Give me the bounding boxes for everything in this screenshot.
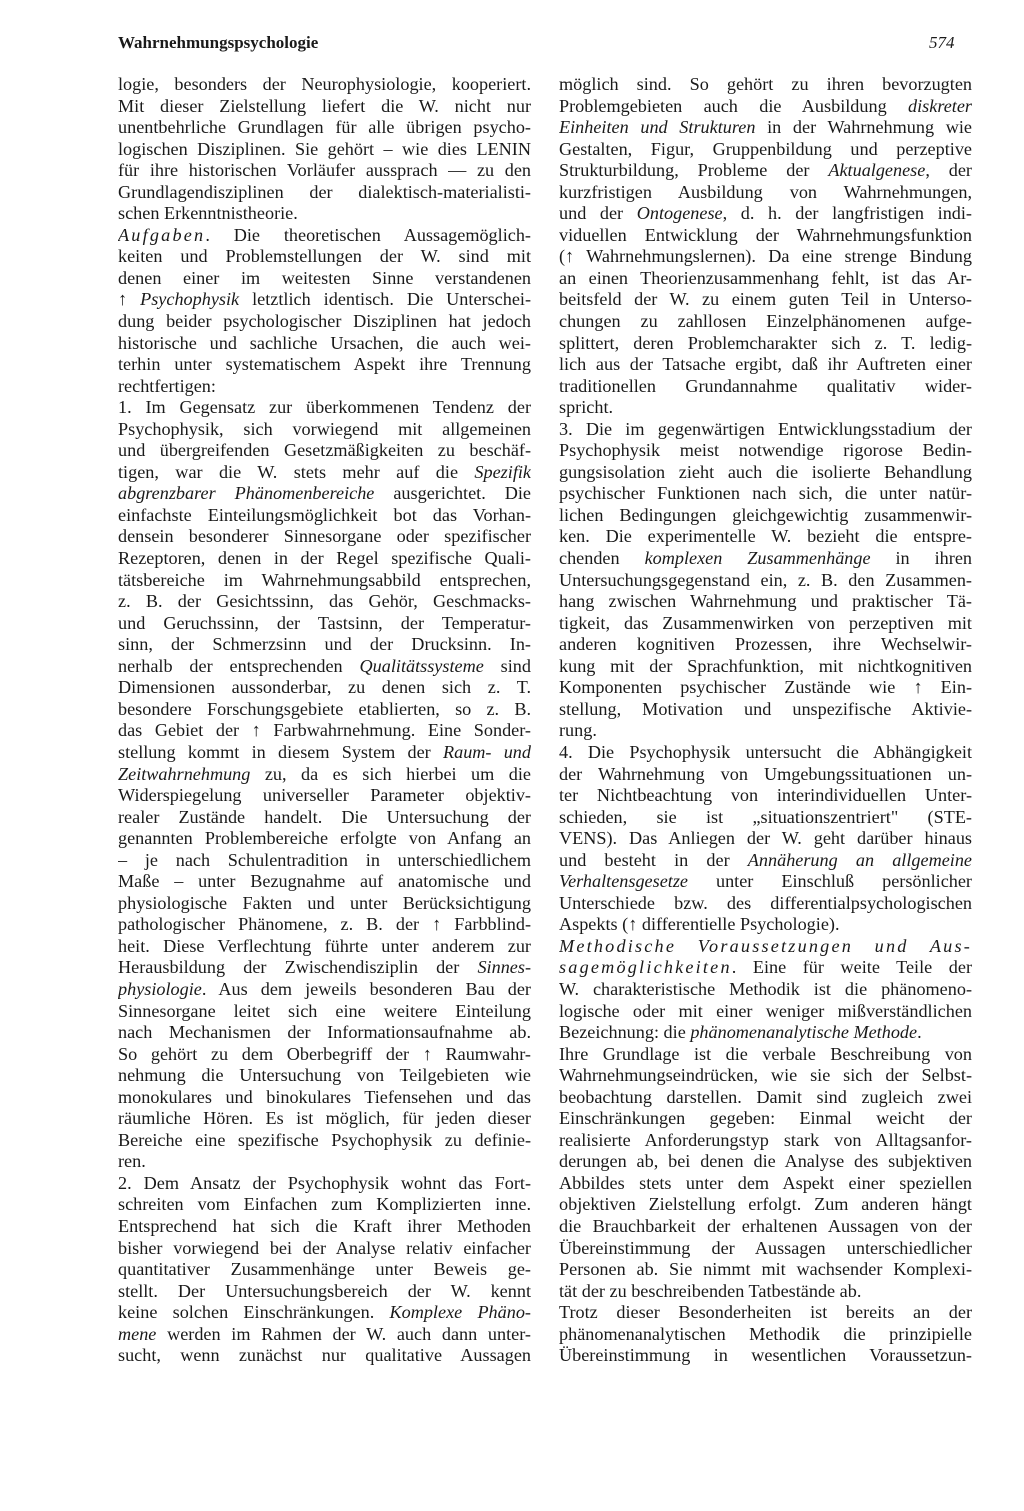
text-line (118, 333, 531, 355)
text-segment: beobachtung darstellen. Damit sind zugleich zwei (559, 1086, 972, 1107)
text-line (118, 96, 531, 118)
text-line (559, 376, 972, 398)
text-segment: So gehört zu dem Oberbegriff der ↑ Raumwahr- (118, 1043, 531, 1064)
emphasized-text: komplexen Zusammenhänge (644, 548, 871, 569)
text-segment: (↑ Wahrnehmungslernen). Da eine strenge Bindung (559, 246, 972, 267)
text-line (559, 591, 972, 613)
text-line (118, 1281, 531, 1303)
text-line (559, 246, 972, 268)
text-segment: psychischer Funktionen nach sich, die unter natür- (559, 483, 972, 504)
text-segment: schieden, sie ist „situationszentriert" (STE- (559, 806, 972, 827)
text-segment: ↑ (118, 289, 141, 310)
text-segment: Grundlagendisziplinen der dialektisch-materialisti- (118, 181, 531, 202)
running-header-title: Wahrnehmungspsychologie (118, 33, 319, 52)
text-line (559, 720, 972, 742)
text-segment: Maße – unter Bezugnahme auf anatomische und (118, 871, 531, 892)
text-segment: Unterschiede bzw. des differentialpsychologischen (559, 892, 972, 913)
text-segment: stellung kommt in diesem System der (118, 741, 443, 762)
text-segment: bisher vorwiegend bei der Analyse relativ einfacher (118, 1237, 531, 1258)
text-line (118, 1087, 531, 1109)
text-segment: z. B. der Gesichtssinn, das Gehör, Geschmacks- (118, 591, 531, 612)
text-line (118, 871, 531, 893)
text-line (559, 1173, 972, 1195)
text-segment: denen einer im weitesten Sinne verstandenen (118, 267, 531, 288)
text-line (559, 1281, 972, 1303)
text-segment: unentbehrliche Grundlagen für alle übrigen psycho- (118, 117, 531, 138)
text-line (118, 764, 531, 786)
emphasized-text: abgrenzbarer Phänomenbereiche (118, 483, 375, 504)
text-segment: 4. Die Psychophysik untersucht die Abhängigkeit (559, 741, 972, 762)
text-line (559, 979, 972, 1001)
text-line (118, 570, 531, 592)
text-segment: rung. (559, 720, 597, 741)
text-segment: in der Wahrnehmung wie (755, 117, 972, 138)
text-line (559, 807, 972, 829)
text-line (118, 117, 531, 139)
text-segment: logische oder mit einer weniger mißverständlichen (559, 1000, 972, 1021)
text-segment: Problemgebieten auch die Ausbildung (559, 95, 909, 116)
text-segment: der Wahrnehmung von Umgebungssituationen un- (559, 763, 972, 784)
text-segment: zu, da es sich hierbei um die (250, 763, 531, 784)
text-segment: phänomenanalytischen Methodik die prinzipielle (559, 1323, 972, 1344)
text-segment: nach Mechanismen der Informationsaufnahme ab. (118, 1022, 531, 1043)
text-segment: 1. Im Gegensatz zur überkommenen Tendenz der (118, 397, 531, 418)
text-segment: tät der zu beschreibenden Tatbestände ab. (559, 1280, 862, 1301)
text-line (118, 526, 531, 548)
emphasized-text: mene (118, 1323, 157, 1344)
text-line (559, 1065, 972, 1087)
text-segment: Einschränkungen gegeben: Einmal weicht der (559, 1108, 972, 1129)
emphasized-text: Komplexe Phäno- (389, 1302, 531, 1323)
text-line (118, 483, 531, 505)
text-line (118, 225, 531, 247)
text-segment: Übereinstimmung in wesentlichen Voraussetzun- (559, 1345, 972, 1366)
text-segment: physiologische Fakten und unter Berücksichtigung (118, 892, 531, 913)
text-line (118, 591, 531, 613)
text-segment: schreiten vom Einfachen zum Komplizierten inne. (118, 1194, 531, 1215)
emphasized-text: Ontogenese (636, 203, 723, 224)
text-segment: Dimensionen aussonderbar, zu denen sich z. T. (118, 677, 531, 698)
text-segment: ter Nichtbeachtung von interindividuellen Unter- (559, 785, 972, 806)
text-line (118, 182, 531, 204)
text-line (559, 397, 972, 419)
text-segment: traditionellen Grundannahme qualitativ wider- (559, 375, 972, 396)
emphasized-text: Verhaltensgesetze (559, 871, 688, 892)
text-segment: einfachste Einteilungsmöglichkeit bot das Vorhan- (118, 504, 531, 525)
emphasized-text: sagemöglichkeiten (559, 957, 732, 978)
text-segment: räumliche Hören. Es ist möglich, für jeden dieser (118, 1108, 531, 1129)
text-segment: die Brauchbarkeit der erhaltenen Aussagen von der (559, 1215, 972, 1236)
text-segment: heit. Diese Verflechtung führte unter anderem zur (118, 935, 531, 956)
text-line (118, 289, 531, 311)
text-line (118, 850, 531, 872)
text-segment: Rezeptoren, denen in der Regel spezifische Quali- (118, 548, 531, 569)
emphasized-text: Sinnes- (477, 957, 531, 978)
text-line (118, 1345, 531, 1367)
text-line (559, 268, 972, 290)
text-line (559, 1238, 972, 1260)
text-line (559, 850, 972, 872)
right-text-column (559, 74, 972, 1367)
text-line (118, 1194, 531, 1216)
text-line (559, 785, 972, 807)
text-line (559, 936, 972, 958)
text-line (559, 203, 972, 225)
text-segment: gungsisolation zieht auch die isolierte Behandlung (559, 461, 972, 482)
text-segment: tigkeit, das Zusammenwirken von perzeptiven mit (559, 612, 972, 633)
text-line (118, 1044, 531, 1066)
text-line (118, 1173, 531, 1195)
text-line (118, 311, 531, 333)
text-segment: lichen Bedingungen gleichgewichtig zusammenwir- (559, 504, 972, 525)
text-line (559, 914, 972, 936)
text-segment: Widerspiegelung universeller Parameter objektiv- (118, 785, 531, 806)
page-number: 574 (929, 33, 955, 52)
text-line (118, 505, 531, 527)
text-segment: sinn, der Schmerzsinn und der Drucksinn. In- (118, 634, 531, 655)
text-segment: monokulares und binokulares Tiefensehen und das (118, 1086, 531, 1107)
text-segment: unter Einschluß persönlicher (687, 871, 972, 892)
text-segment: in ihren (870, 548, 972, 569)
text-line (559, 871, 972, 893)
text-line (559, 570, 972, 592)
text-segment: densein besonderer Sinnesorgane oder spezifischer (118, 526, 531, 547)
text-line (559, 289, 972, 311)
text-line (559, 1108, 972, 1130)
text-line (118, 807, 531, 829)
text-line (118, 957, 531, 979)
text-line (559, 893, 972, 915)
text-segment: splittert, deren Problemcharakter sich z. T. ledig- (559, 332, 972, 353)
text-segment: realer Zustände handelt. Die Untersuchung der (118, 806, 531, 827)
text-line (118, 742, 531, 764)
text-segment: chenden (559, 548, 645, 569)
text-segment: logischen Disziplinen. Sie gehört – wie dies LENIN (118, 138, 531, 159)
text-line (559, 828, 972, 850)
text-line (559, 333, 972, 355)
text-segment: viduellen Entwicklung der Wahrnehmungsfunktion (559, 224, 972, 245)
text-line (118, 462, 531, 484)
text-line (559, 182, 972, 204)
text-segment: pathologischer Phänomene, z. B. der ↑ Farbblind- (118, 914, 531, 935)
text-segment: Übereinstimmung der Aussagen unterschiedlicher (559, 1237, 972, 1258)
text-segment: realisierte Anforderungstyp stark von Alltagsanfor- (559, 1129, 972, 1150)
text-segment: sucht, wenn zunächst nur qualitative Aussagen (118, 1345, 531, 1366)
text-segment: sind (483, 655, 531, 676)
left-text-column (118, 74, 531, 1367)
text-line (118, 1259, 531, 1281)
text-line (559, 419, 972, 441)
text-line (118, 656, 531, 678)
text-segment: werden im Rahmen der W. auch dann unter- (156, 1323, 531, 1344)
text-segment: Entsprechend hat sich die Kraft ihrer Methoden (118, 1215, 531, 1236)
emphasized-text: Psychophysik (140, 289, 240, 310)
text-line (559, 1302, 972, 1324)
text-segment: objektiven Zielstellung erfolgt. Zum anderen hängt (559, 1194, 972, 1215)
text-line (118, 1065, 531, 1087)
text-segment: schen Erkenntnistheorie. (118, 203, 298, 224)
text-segment: dung beider psychologischer Disziplinen hat jedoch (118, 311, 531, 332)
text-segment: und Geruchssinn, der Tastsinn, der Temperatur- (118, 612, 531, 633)
text-segment: Bezeichnung: die (559, 1022, 691, 1043)
text-line (118, 1001, 531, 1023)
text-segment: Personen ab. Sie nimmt mit wachsender Komplexi- (559, 1259, 972, 1280)
text-segment: anderen kognitiven Prozessen, ihre Wechselwir- (559, 634, 972, 655)
text-line (118, 979, 531, 1001)
text-segment: Ihre Grundlage ist die verbale Beschreibung von (559, 1043, 972, 1064)
text-line (559, 1001, 972, 1023)
text-line (118, 634, 531, 656)
text-line (118, 828, 531, 850)
text-segment: Wahrnehmungseindrücken, wie sie sich der Selbst- (559, 1065, 972, 1086)
text-segment: chungen zu zahllosen Einzelphänomenen aufge- (559, 311, 972, 332)
text-segment: 2. Dem Ansatz der Psychophysik wohnt das Fort- (118, 1172, 531, 1193)
text-line (559, 1324, 972, 1346)
text-line (559, 225, 972, 247)
text-line (559, 117, 972, 139)
text-segment: hang zwischen Wahrnehmung und praktischer Tä- (559, 591, 972, 612)
text-line (118, 785, 531, 807)
text-segment: . Die theoretischen Aussagemöglich- (205, 224, 531, 245)
text-segment: keiten und Problemstellungen der W. sind mit (118, 246, 531, 267)
text-line (118, 548, 531, 570)
text-line (118, 440, 531, 462)
text-segment: Strukturbildung, Probleme der (559, 160, 829, 181)
text-line (559, 1259, 972, 1281)
text-segment: an einen Theorienzusammenhang fehlt, ist das Ar- (559, 267, 972, 288)
text-segment: ken. Die experimentelle W. bezieht die entspre- (559, 526, 972, 547)
text-line (118, 74, 531, 96)
text-line (118, 160, 531, 182)
text-segment: letztlich identisch. Die Unterschei- (239, 289, 531, 310)
text-line (118, 1130, 531, 1152)
text-segment: möglich sind. So gehört zu ihren bevorzugten (559, 74, 972, 94)
emphasized-text: Zeitwahrnehmung (118, 763, 251, 784)
text-line (559, 1216, 972, 1238)
emphasized-text: Spezifik (474, 461, 531, 482)
text-segment: , der (925, 160, 972, 181)
text-line (559, 1087, 972, 1109)
emphasized-text: Methodische Voraussetzungen und Aus- (559, 935, 972, 956)
text-segment: spricht. (559, 397, 614, 418)
text-segment: VENS). Das Anliegen der W. geht darüber hinaus (559, 828, 972, 849)
text-segment: stellt. Der Untersuchungsbereich der W. kennt (118, 1280, 531, 1301)
text-line (559, 677, 972, 699)
emphasized-text: phänomenanalytische Methode (690, 1022, 918, 1043)
text-line (118, 1324, 531, 1346)
text-line (559, 1345, 972, 1367)
text-segment: . Aus dem jeweils besonderen Bau der (201, 978, 531, 999)
text-segment: Aspekts (↑ differentielle Psychologie). (559, 914, 840, 935)
text-line (559, 526, 972, 548)
text-line (118, 1108, 531, 1130)
text-segment: ren. (118, 1151, 146, 1172)
text-segment: , d. h. der langfristigen indi- (722, 203, 972, 224)
text-line (118, 354, 531, 376)
text-segment: nehmung die Untersuchung von Teilgebieten wie (118, 1065, 531, 1086)
text-segment: . (917, 1022, 922, 1043)
emphasized-text: Aktualgenese (828, 160, 926, 181)
text-line (559, 1044, 972, 1066)
text-line (559, 957, 972, 979)
text-line (559, 1022, 972, 1044)
text-segment: das Gebiet der ↑ Farbwahrnehmung. Eine Sonder- (118, 720, 531, 741)
text-segment: Trotz dieser Besonderheiten ist bereits an der (559, 1302, 972, 1323)
emphasized-text: Einheiten und Strukturen (559, 117, 756, 138)
text-line (559, 764, 972, 786)
text-segment: und der (559, 203, 637, 224)
emphasized-text: physiologie (118, 978, 202, 999)
text-segment: tätsbereiche im Wahrnehmungsabbild entsprechen, (118, 569, 531, 590)
text-line (118, 139, 531, 161)
text-segment: tigen, war die W. stets mehr auf die (118, 461, 475, 482)
text-line (559, 440, 972, 462)
text-segment: lich aus der Tatsache ergibt, daß ihr Auftreten einer (559, 354, 972, 375)
text-segment: nerhalb der entsprechenden (118, 655, 360, 676)
text-segment: historische und sachliche Ursachen, die auch wei- (118, 332, 531, 353)
emphasized-text: Annäherung an allgemeine (747, 849, 972, 870)
text-line (559, 1130, 972, 1152)
text-line (118, 1022, 531, 1044)
text-segment: und übergreifenden Gesetzmäßigkeiten zu beschäf- (118, 440, 531, 461)
text-line (559, 483, 972, 505)
text-line (559, 96, 972, 118)
text-line (118, 914, 531, 936)
text-segment: kurzfristigen Ausbildung von Wahrnehmungen, (559, 181, 972, 202)
text-line (118, 376, 531, 398)
text-line (118, 203, 531, 225)
text-line (118, 1216, 531, 1238)
text-line (118, 268, 531, 290)
text-line (559, 1194, 972, 1216)
text-line (118, 246, 531, 268)
text-line (559, 1151, 972, 1173)
text-line (118, 677, 531, 699)
text-segment: 3. Die im gegenwärtigen Entwicklungsstadium der (559, 418, 972, 439)
text-line (559, 139, 972, 161)
text-line (118, 1151, 531, 1173)
text-segment: beitsfeld der W. zu einem guten Teil in Unterso- (559, 289, 972, 310)
text-segment: Gestalten, Figur, Gruppenbildung und perzeptive (559, 138, 972, 159)
text-line (559, 505, 972, 527)
emphasized-text: Qualitätssysteme (359, 655, 484, 676)
text-line (118, 397, 531, 419)
text-line (559, 634, 972, 656)
text-line (559, 548, 972, 570)
text-segment: rechtfertigen: (118, 375, 216, 396)
text-line (559, 311, 972, 333)
text-line (118, 1302, 531, 1324)
text-line (118, 699, 531, 721)
text-line (118, 893, 531, 915)
text-segment: Untersuchungsgegenstand ein, z. B. den Zusammen- (559, 569, 972, 590)
text-line (559, 354, 972, 376)
text-segment: Bereiche eine spezifische Psychophysik zu definie- (118, 1129, 531, 1150)
text-segment: – je nach Schulentradition in unterschiedlichem (118, 849, 531, 870)
text-line (559, 742, 972, 764)
emphasized-text: Raum- und (442, 741, 531, 762)
text-line (118, 936, 531, 958)
text-segment: Herausbildung der Zwischendisziplin der (118, 957, 478, 978)
text-segment: Psychophysik meist notwendige rigorose Bedin- (559, 440, 972, 461)
text-line (559, 613, 972, 635)
text-line (559, 462, 972, 484)
text-segment: logie, besonders der Neurophysiologie, kooperiert. (118, 74, 531, 94)
text-line (118, 419, 531, 441)
text-line (559, 699, 972, 721)
emphasized-text: diskreter (908, 95, 972, 116)
text-segment: Mit dieser Zielstellung liefert die W. nicht nur (118, 95, 531, 116)
text-segment: quantitativer Zusammenhänge unter Beweis ge- (118, 1259, 531, 1280)
text-segment: Psychophysik, sich vorwiegend mit allgemeinen (118, 418, 531, 439)
text-segment: W. charakteristische Methodik ist die phänomeno- (559, 978, 972, 999)
text-segment: kung mit der Sprachfunktion, mit nichtkognitiven (559, 655, 972, 676)
text-line (559, 160, 972, 182)
text-segment: genannten Problembereiche erfolgte von Anfang an (118, 828, 531, 849)
text-line (559, 656, 972, 678)
text-segment: für ihre historischen Vorläufer aussprach — zu den (118, 160, 531, 181)
text-segment: besondere Forschungsgebiete etablierten, so z. B. (118, 698, 531, 719)
text-segment: . Eine für weite Teile der (731, 957, 972, 978)
text-segment: ausgerichtet. Die (374, 483, 531, 504)
text-line (118, 1238, 531, 1260)
text-segment: stellung, Motivation und unspezifische Aktivie- (559, 698, 972, 719)
text-line (118, 613, 531, 635)
text-segment: keine solchen Einschränkungen. (118, 1302, 390, 1323)
text-segment: Komponenten psychischer Zustände wie ↑ Ein- (559, 677, 972, 698)
text-segment: und besteht in der (559, 849, 748, 870)
emphasized-text: Aufgaben (118, 224, 206, 245)
text-segment: terhin unter systematischem Aspekt ihre Trennung (118, 354, 531, 375)
text-segment: Sinnesorgane leitet sich eine weitere Einteilung (118, 1000, 531, 1021)
text-segment: derungen ab, bei denen die Analyse des subjektiven (559, 1151, 972, 1172)
text-line (118, 720, 531, 742)
text-line (559, 74, 972, 96)
text-segment: Abbildes stets unter dem Aspekt einer speziellen (559, 1172, 972, 1193)
